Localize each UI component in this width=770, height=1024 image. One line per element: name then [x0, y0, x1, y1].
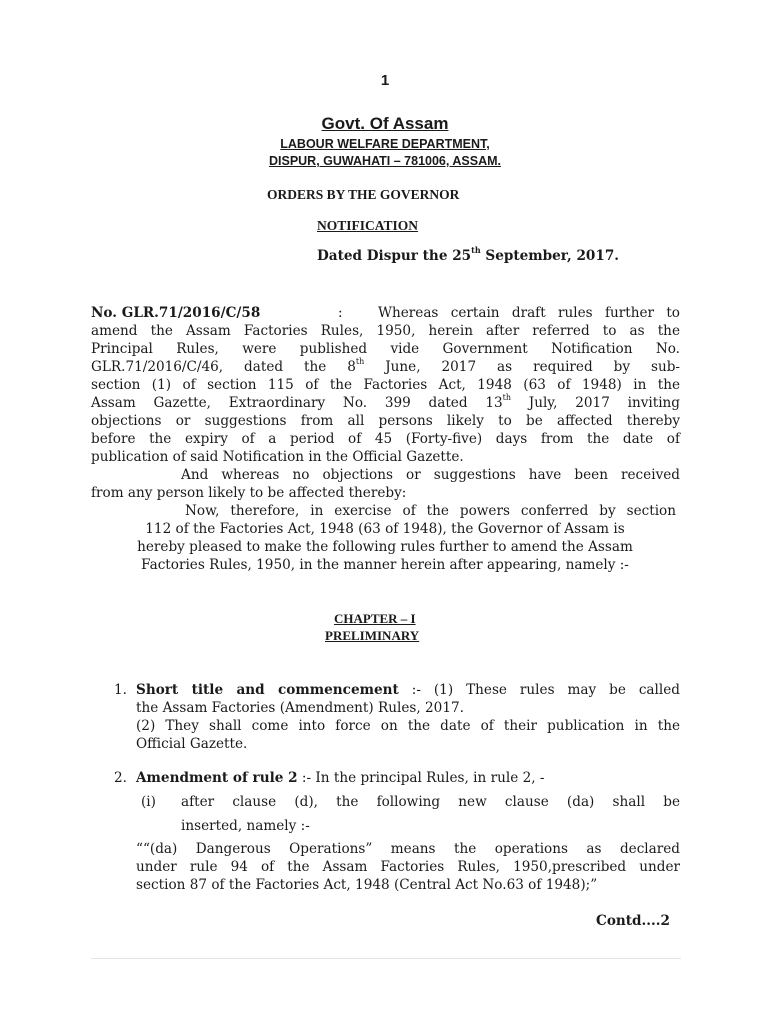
notification-number-line	[91, 304, 260, 322]
chapter-subtitle: PRELIMINARY	[325, 628, 420, 643]
rule-1-line-1: Short title and commencement :- (1) These rules may be called	[136, 682, 680, 698]
notification-heading: NOTIFICATION	[317, 218, 419, 233]
rule-2-line-1: Amendment of rule 2 :- In the principal Rules, in rule 2, -	[136, 770, 545, 786]
preamble-line-14: hereby pleased to make the following rules further to amend the Assam	[137, 539, 633, 555]
notification-date: Dated Dispur the 25th September, 2017.	[317, 245, 620, 264]
page-number: 1	[380, 72, 390, 89]
preamble-line-8: before the expiry of a period of 45 (Forty-five) days from the date of	[91, 431, 680, 447]
preamble-line-4: GLR.71/2016/C/46, dated the 8th June, 2017 as required by sub-	[91, 357, 680, 375]
department-name: LABOUR WELFARE DEPARTMENT,	[280, 137, 490, 151]
rule-2-clause-i-line-2: inserted, namely :-	[181, 818, 310, 834]
preamble-line-2: amend the Assam Factories Rules, 1950, herein after referred to as the	[91, 323, 680, 339]
preamble-line-9: publication of said Notification in the Official Gazette.	[91, 449, 464, 465]
preamble-line-13: 112 of the Factories Act, 1948 (63 of 1948), the Governor of Assam is	[145, 521, 625, 537]
quoted-clause-line-3: section 87 of the Factories Act, 1948 (Central Act No.63 of 1948);”	[136, 877, 598, 893]
preamble-line-10: And whereas no objections or suggestions have been received	[181, 467, 680, 483]
preamble-line-5: section (1) of section 115 of the Factories Act, 1948 (63 of 1948) in the	[91, 377, 680, 393]
quoted-clause-line-1: ““(da) Dangerous Operations” means the operations as declared	[136, 841, 680, 857]
preamble-line-7: objections or suggestions from all persons likely to be affected thereby	[91, 413, 680, 429]
preamble-line-6: Assam Gazette, Extraordinary No. 399 dated 13th July, 2017 inviting	[91, 393, 681, 411]
rule-1-title: Short title and commencement	[136, 682, 399, 698]
rule-1-line-4: Official Gazette.	[136, 736, 248, 752]
preamble-line-12: Now, therefore, in exercise of the powers conferred by section	[185, 503, 676, 519]
quoted-clause-line-2: under rule 94 of the Assam Factories Rules, 1950,prescribed under	[136, 859, 680, 875]
rule-2-clause-i-line-1: after clause (d), the following new clause (da) shall be	[181, 794, 680, 810]
rule-2-title: Amendment of rule 2	[136, 770, 298, 786]
continued-marker: Contd....2	[596, 913, 670, 929]
rule-1-line-3: (2) They shall come into force on the date of their publication in the	[136, 718, 680, 734]
footer-divider	[91, 958, 681, 959]
notification-number: No. GLR.71/2016/C/58	[91, 305, 261, 321]
preamble-line-1: Whereas certain draft rules further to	[378, 305, 680, 321]
rule-1-number: 1.	[114, 682, 127, 698]
preamble-line-11: from any person likely to be affected thereby:	[91, 485, 407, 501]
preamble-line-3: Principal Rules, were published vide Government Notification No.	[91, 341, 680, 357]
rule-2-number: 2.	[114, 770, 127, 786]
govt-title: Govt. Of Assam	[321, 114, 449, 133]
rule-1-line-2: the Assam Factories (Amendment) Rules, 2017.	[136, 700, 464, 716]
chapter-title: CHAPTER – I	[334, 611, 416, 626]
department-address: DISPUR, GUWAHATI – 781006, ASSAM.	[268, 154, 501, 168]
preamble-colon: :	[338, 305, 343, 321]
preamble-line-15: Factories Rules, 1950, in the manner herein after appearing, namely :-	[141, 557, 629, 573]
rule-2-clause-i-number: (i)	[141, 794, 156, 810]
orders-heading: ORDERS BY THE GOVERNOR	[267, 187, 460, 202]
